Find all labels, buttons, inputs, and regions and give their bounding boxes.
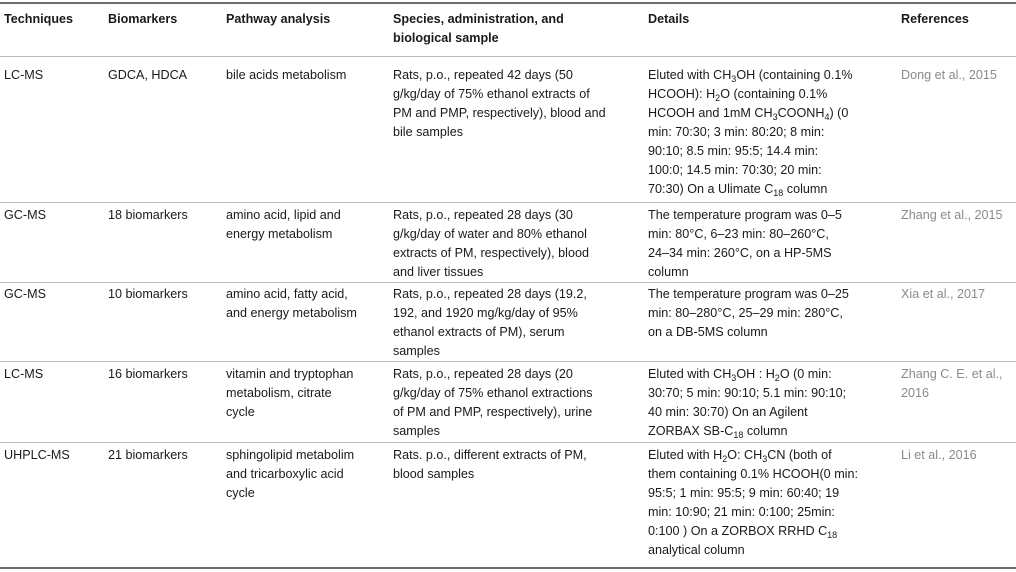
row-2-technique: GC-MS (4, 208, 46, 222)
row-5-species: Rats. p.o., different extracts of PM, blood samples (393, 448, 587, 481)
row-2-biomarkers: 18 biomarkers (108, 208, 188, 222)
row-divider (0, 282, 1016, 283)
row-divider (0, 202, 1016, 203)
row-divider (0, 361, 1016, 362)
row-3-details: The temperature program was 0–25 min: 80–280°C, 25–29 min: 280°C, on a DB-5MS column (648, 287, 849, 339)
row-4-details: Eluted with $CH_3OH$ : $H_2O$ (0 min: 30:70; 5 min: 90:10; 5.1 min: 90:10; 40 min: 30:70) On an Agilent ZORBAX $SB-C_{18}$ column (648, 367, 847, 440)
header-bottom-rule (0, 56, 1016, 57)
row-5-pathway: sphingolipid metabolim and tricarboxylic acid cycle (226, 448, 355, 500)
header-species: Species, administration, and biological sample (393, 12, 564, 45)
row-divider (0, 442, 1016, 443)
row-4-technique: LC-MS (4, 367, 44, 381)
row-2-pathway: amino acid, lipid and energy metabolism (226, 208, 341, 241)
row-2-details: The temperature program was 0–5 min: 80°C, 6–23 min: 80–260°C, 24–34 min: 260°C, on a HP-5MS column (648, 208, 842, 279)
row-3-pathway: amino acid, fatty acid, and energy metabolism (226, 287, 357, 320)
row-3-technique: GC-MS (4, 287, 46, 301)
header-biomarkers: Biomarkers (108, 12, 178, 26)
header-techniques: Techniques (4, 12, 74, 26)
row-5-technique: UHPLC-MS (4, 448, 70, 462)
row-2-reference-link[interactable]: Zhang et al., 2015 (901, 208, 1003, 222)
table-bottom-rule (0, 567, 1016, 569)
header-details: Details (648, 12, 690, 26)
row-5-biomarkers: 21 biomarkers (108, 448, 188, 462)
row-3-biomarkers: 10 biomarkers (108, 287, 188, 301)
row-2-species: Rats, p.o., repeated 28 days (30 g/kg/day of water and 80% ethanol extracts of PM, respectively), blood and liver tissues (393, 208, 589, 279)
row-3-species: Rats, p.o., repeated 28 days (19.2, 192, and 1920 mg/kg/day of 95% ethanol extracts of PM), serum samples (393, 287, 587, 358)
row-1-reference-link[interactable]: Dong et al., 2015 (901, 68, 997, 82)
row-1-biomarkers: GDCA, HDCA (108, 68, 188, 82)
row-4-species: Rats, p.o., repeated 28 days (20 g/kg/day of 75% ethanol extractions of PM and PMP, respectively), urine samples (393, 367, 593, 438)
row-4-pathway: vitamin and tryptophan metabolism, citrate cycle (226, 367, 354, 419)
row-5-reference-link[interactable]: Li et al., 2016 (901, 448, 977, 462)
row-1-species: Rats, p.o., repeated 42 days (50 g/kg/day of 75% ethanol extracts of PM and PMP, respectively), blood and bile samples (393, 68, 606, 139)
row-4-reference-link[interactable]: Zhang C. E. et al., 2016 (901, 367, 1003, 400)
row-1-pathway: bile acids metabolism (226, 68, 347, 82)
row-1-technique: LC-MS (4, 68, 44, 82)
header-references: References (901, 12, 969, 26)
table-top-rule (0, 2, 1016, 4)
row-1-details: Eluted with $CH_3OH$ (containing 0.1% HCOOH): $H_2O$ (containing 0.1% HCOOH and 1mM $CH_3COONH_4$) (0 min: 70:30; 3 min: 80:20; 8 min: 90:10; 8.5 min: 95:5; 14.4 min: 100:0; 14.5 min: 70:30; 20 min: 70:30) On a Ulimate $C_{18}$ column (648, 68, 853, 198)
row-3-reference-link[interactable]: Xia et al., 2017 (901, 287, 986, 301)
row-5-details: Eluted with $H_2O$: $CH_3CN$ (both of them containing 0.1% HCOOH(0 min: 95:5; 1 min: 95:5; 9 min: 60:40; 19 min: 10:90; 21 min: 0:100; 25min: 0:100 ) On a ZORBOX RRHD $C_{18}$ analytical column (648, 448, 858, 557)
header-pathway-analysis: Pathway analysis (226, 12, 331, 26)
row-4-biomarkers: 16 biomarkers (108, 367, 188, 381)
